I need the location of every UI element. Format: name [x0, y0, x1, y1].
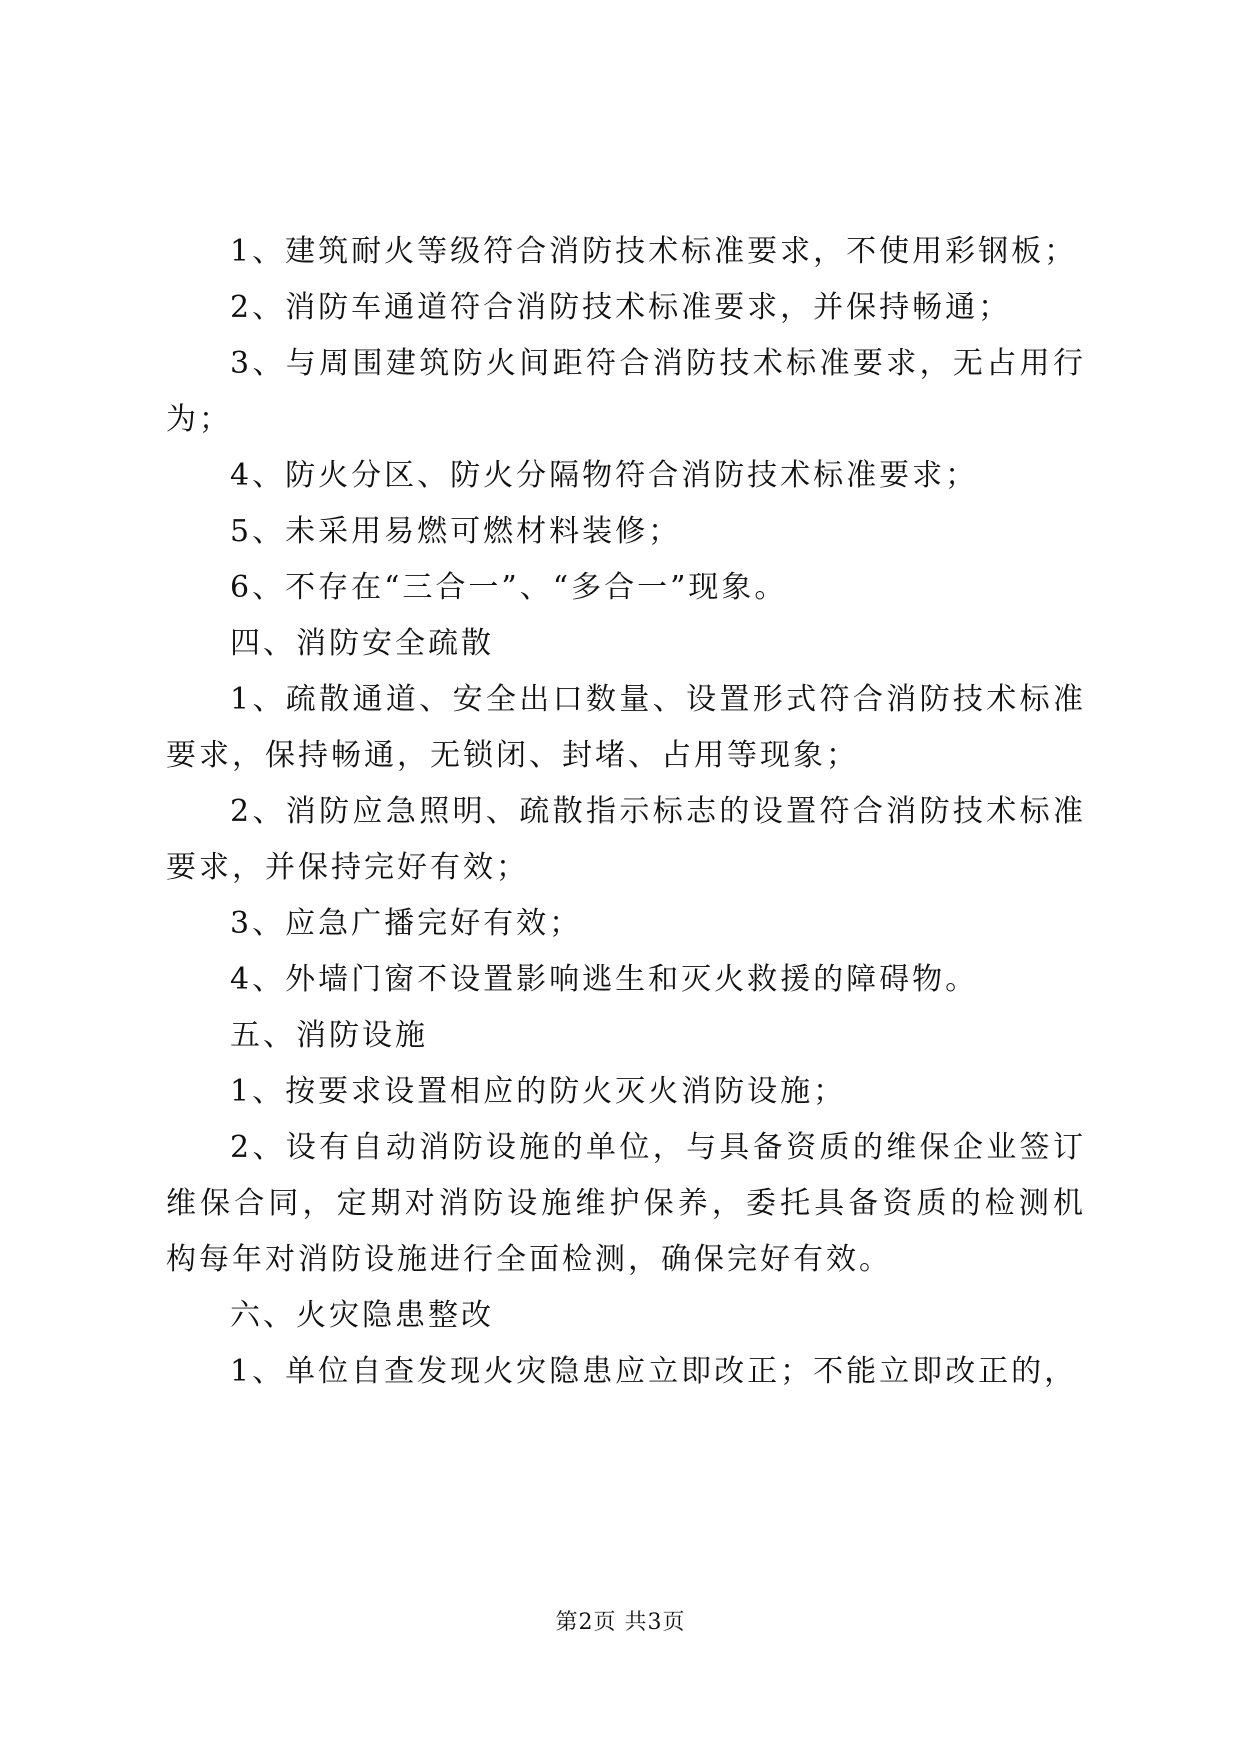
document-body: [166, 224, 1086, 1400]
paragraph-evacuation-4: 4、外墙门窗不设置影响逃生和灭火救援的障碍物。: [230, 962, 979, 997]
paragraph-evacuation-3: 3、应急广播完好有效；: [230, 906, 583, 941]
paragraph-rectification-1: 1、单位自查发现火灾隐患应立即改正；不能立即改正的，: [230, 1354, 1078, 1389]
page-number-footer: 第2页 共3页: [555, 1610, 686, 1635]
paragraph-3: 3、与周围建筑防火间距符合消防技术标准要求，无占用行为；: [166, 346, 1086, 437]
paragraph-evacuation-1: 1、疏散通道、安全出口数量、设置形式符合消防技术标准要求，保持畅通，无锁闭、封堵、占用等现象；: [166, 682, 1086, 773]
paragraph-facilities-1: 1、按要求设置相应的防火灭火消防设施；: [230, 1074, 847, 1109]
section-heading-facilities: 五、消防设施: [230, 1018, 428, 1053]
paragraph-2: 2、消防车通道符合消防技术标准要求，并保持畅通；: [230, 290, 1012, 325]
paragraph-1: 1、建筑耐火等级符合消防技术标准要求，不使用彩钢板；: [230, 234, 1078, 269]
paragraph-4: 4、防火分区、防火分隔物符合消防技术标准要求；: [230, 458, 979, 493]
paragraph-evacuation-2: 2、消防应急照明、疏散指示标志的设置符合消防技术标准要求，并保持完好有效；: [166, 794, 1086, 885]
paragraph-5: 5、未采用易燃可燃材料装修；: [230, 514, 682, 549]
section-heading-evacuation: 四、消防安全疏散: [230, 626, 494, 661]
paragraph-facilities-2: 2、设有自动消防设施的单位，与具备资质的维保企业签订维保合同，定期对消防设施维护保养，委托具备资质的检测机构每年对消防设施进行全面检测，确保完好有效。: [166, 1130, 1086, 1277]
section-heading-rectification: 六、火灾隐患整改: [230, 1298, 494, 1333]
paragraph-6: 6、不存在“三合一”、“多合一”现象。: [230, 570, 788, 605]
